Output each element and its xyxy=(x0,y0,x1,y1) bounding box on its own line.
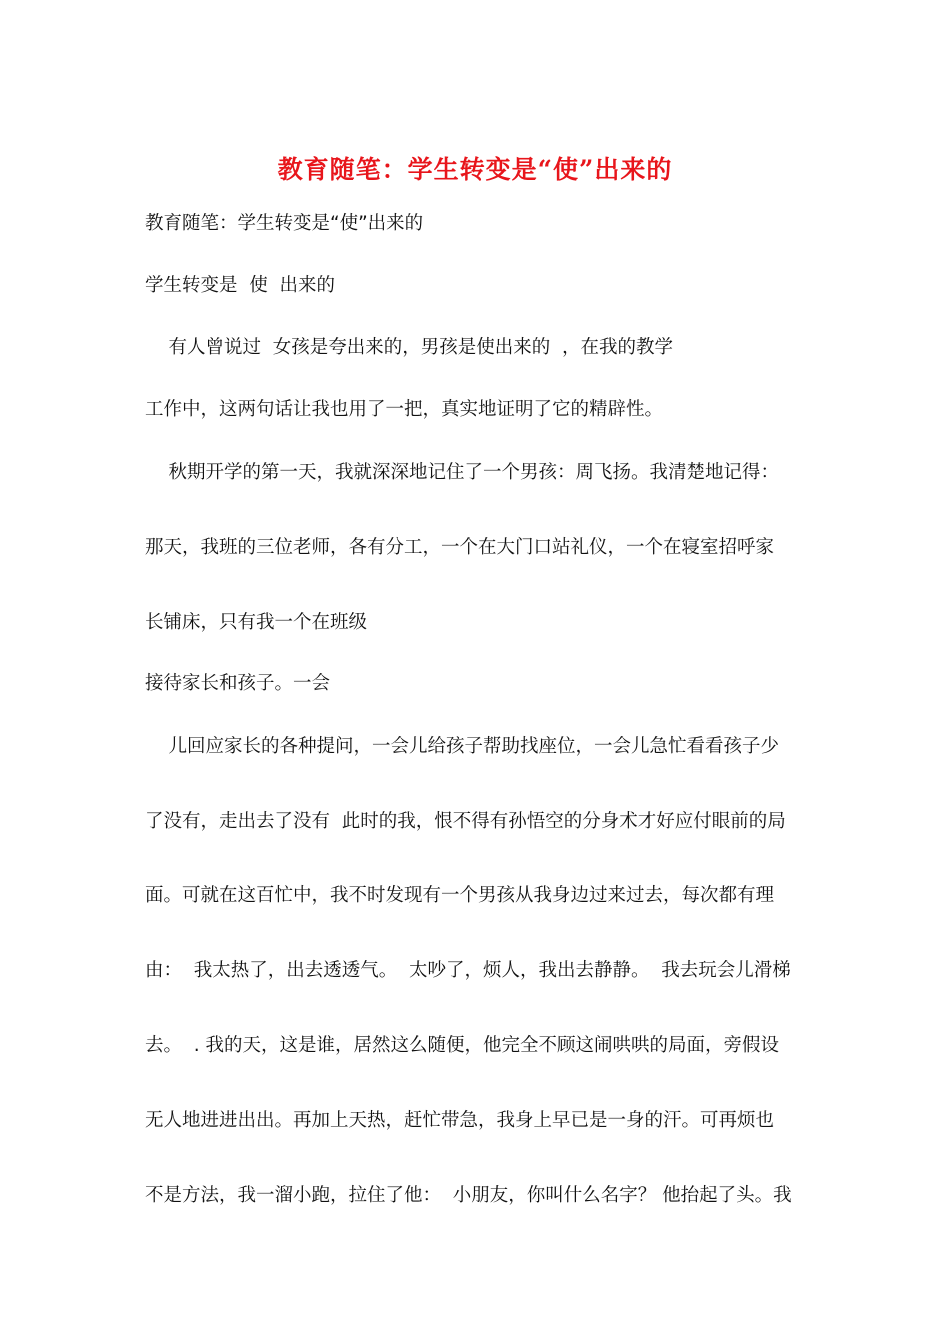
text-line: 了没有，走出去了没有 此时的我，恨不得有孙悟空的分身术才好应付眼前的局 xyxy=(145,811,786,832)
text-line: 有人曾说过 女孩是夸出来的，男孩是使出来的 ，在我的教学 xyxy=(145,337,674,358)
text-line: 无人地进进出出。再加上天热，赶忙带急，我身上早已是一身的汗。可再烦也 xyxy=(145,1110,775,1131)
text-line: 学生转变是 使 出来的 xyxy=(145,275,336,296)
text-line: 长铺床，只有我一个在班级 xyxy=(145,612,368,633)
text-line: 工作中，这两句话让我也用了一把，真实地证明了它的精辟性。 xyxy=(145,399,664,420)
text-line: 儿回应家长的各种提问，一会儿给孩子帮助找座位，一会儿急忙看看孩子少 xyxy=(145,736,780,757)
text-line: 那天，我班的三位老师，各有分工，一个在大门口站礼仪，一个在寝室招呼家 xyxy=(145,537,775,558)
text-line: 教育随笔：学生转变是“使”出来的 xyxy=(145,213,424,234)
text-line: 不是方法，我一溜小跑，拉住了他： 小朋友，你叫什么名字？ 他抬起了头。我 xyxy=(145,1185,792,1206)
text-line: 去。 . 我的天，这是谁，居然这么随便，他完全不顾这闹哄哄的局面，旁假设 xyxy=(145,1035,780,1056)
text-line: 由： 我太热了，出去透透气。 太吵了，烦人，我出去静静。 我去玩会儿滑梯 xyxy=(145,960,791,981)
text-line: 接待家长和孩子。一会 xyxy=(145,673,331,694)
document-title: 教育随笔：学生转变是“使”出来的 xyxy=(277,155,673,184)
text-line: 面。可就在这百忙中，我不时发现有一个男孩从我身边过来过去，每次都有理 xyxy=(145,885,775,906)
text-line: 秋期开学的第一天，我就深深地记住了一个男孩：周飞扬。我清楚地记得： xyxy=(145,462,780,483)
